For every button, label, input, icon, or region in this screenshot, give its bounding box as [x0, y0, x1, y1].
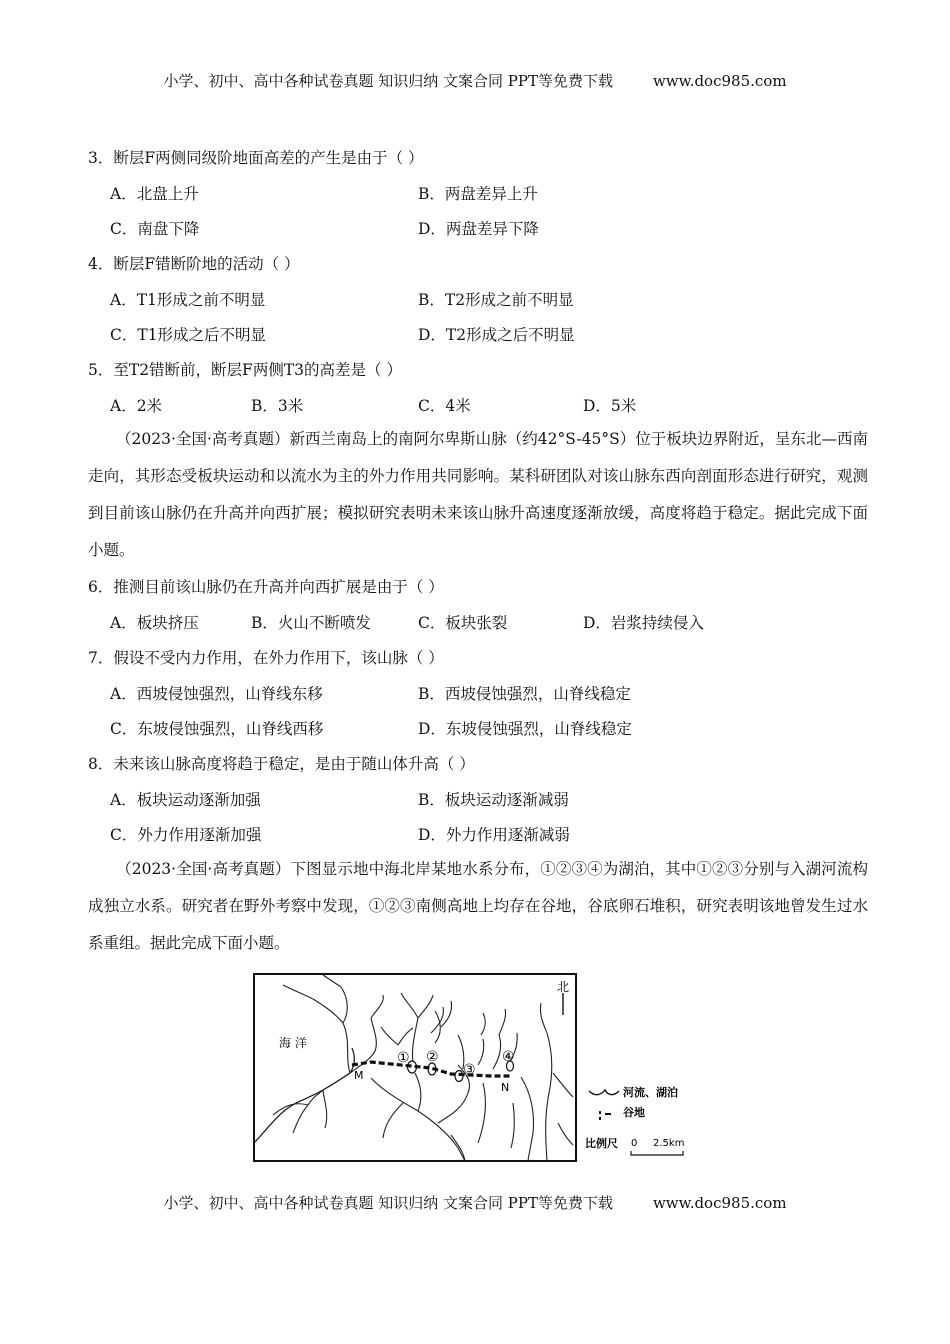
coastline: [254, 1048, 354, 1143]
river-network-lakes: [435, 1001, 506, 1069]
q3-option-c: C．南盘下降: [110, 220, 200, 238]
footer-site: www.doc985.com: [652, 1194, 787, 1212]
river-map-figure: [253, 973, 713, 1168]
question-8-stem: 8．未来该山脉高度将趋于稳定，是由于随山体升高（ ）: [88, 755, 475, 773]
q3-option-b: B．两盘差异上升: [418, 185, 538, 203]
q7-option-c: C．东坡侵蚀强烈，山脊线西移: [110, 720, 324, 738]
q4-option-a: A．T1形成之前不明显: [110, 291, 266, 309]
north-label: 北: [557, 980, 570, 994]
sea-label: 海 洋: [279, 1036, 307, 1050]
q6-option-d: D．岩浆持续侵入: [583, 614, 704, 632]
question-4-stem: 4．断层F错断阶地的活动（ ）: [88, 255, 300, 273]
q7-option-d: D．东坡侵蚀强烈，山脊线稳定: [418, 720, 632, 738]
q4-option-d: D．T2形成之后不明显: [418, 326, 575, 344]
legend-river-label: 河流、湖泊: [623, 1086, 678, 1099]
scale-label: 比例尺: [585, 1137, 618, 1150]
q3-option-d: D．两盘差异下降: [418, 220, 539, 238]
q7-option-a: A．西坡侵蚀强烈，山脊线东移: [110, 685, 323, 703]
lake-label-1: ①: [397, 1050, 410, 1066]
header-site: www.doc985.com: [652, 72, 787, 90]
question-5-stem: 5．至T2错断前，断层F两侧T3的高差是（ ）: [88, 361, 402, 379]
q8-option-a: A．板块运动逐渐加强: [110, 791, 261, 809]
q6-option-c: C．板块张裂: [418, 614, 508, 632]
q6-option-a: A．板块挤压: [110, 614, 199, 632]
legend-valley-symbol: [600, 1111, 611, 1120]
passage-2: [88, 851, 868, 962]
river-network-west: [273, 975, 383, 1133]
legend-river-symbol: [589, 1090, 619, 1095]
q5-option-d: D．5米: [583, 397, 637, 415]
lake-label-2: ②: [426, 1049, 439, 1065]
page-footer: [0, 1192, 950, 1213]
q4-option-b: B．T2形成之前不明显: [418, 291, 574, 309]
q8-option-c: C．外力作用逐渐加强: [110, 826, 262, 844]
point-n: N: [501, 1081, 510, 1094]
header-text: 小学、初中、高中各种试卷真题 知识归纳 文案合同 PPT等免费下载: [163, 72, 613, 90]
page-header: [0, 70, 950, 91]
passage-2-text: （2023·全国·高考真题）下图显示地中海北岸某地水系分布，①②③④为湖泊，其中①②③分别与入湖河流构成独立水系。研究者在野外考察中发现，①②③南侧高地上均存在谷地，谷底卵石堆积，研究表明该地曾发生过水系重组。据此完成下面小题。: [88, 860, 868, 952]
q8-option-d: D．外力作用逐渐减弱: [418, 826, 570, 844]
q8-option-b: B．板块运动逐渐减弱: [418, 791, 569, 809]
lake-label-3: ③: [463, 1062, 476, 1078]
scale-zero: 0: [631, 1138, 638, 1149]
q7-option-b: B．西坡侵蚀强烈，山脊线稳定: [418, 685, 631, 703]
river-network-east: [508, 1003, 573, 1161]
passage-1: [88, 421, 868, 569]
footer-text: 小学、初中、高中各种试卷真题 知识归纳 文案合同 PPT等免费下载: [163, 1194, 613, 1212]
scale-end: 2.5km: [653, 1138, 685, 1149]
q6-option-b: B．火山不断喷发: [251, 614, 371, 632]
q3-option-a: A．北盘上升: [110, 185, 199, 203]
question-7-stem: 7．假设不受内力作用，在外力作用下，该山脉（ ）: [88, 649, 444, 667]
passage-1-text: （2023·全国·高考真题）新西兰南岛上的南阿尔卑斯山脉（约42°S-45°S）位于板块边界附近，呈东北—西南走向，其形态受板块运动和以流水为主的外力作用共同影响。某科研团队对该山脉东西向剖面形态进行研究，观测到目前该山脉仍在升高并向西扩展；模拟研究表明未来该山脉升高速度逐渐放缓，高度将趋于稳定。据此完成下面小题。: [88, 430, 868, 559]
q5-option-b: B．3米: [251, 397, 304, 415]
point-m: M: [354, 1069, 364, 1082]
lake-label-4: ④: [502, 1049, 515, 1065]
q5-option-c: C．4米: [418, 397, 471, 415]
q5-option-a: A．2米: [110, 397, 163, 415]
legend-valley-label: 谷地: [623, 1106, 645, 1119]
q4-option-c: C．T1形成之后不明显: [110, 326, 267, 344]
question-3-stem: 3．断层F两侧同级阶地面高差的产生是由于（ ）: [88, 149, 424, 167]
question-6-stem: 6．推测目前该山脉仍在升高并向西扩展是由于（ ）: [88, 578, 444, 596]
scale-bar: [631, 1151, 683, 1155]
